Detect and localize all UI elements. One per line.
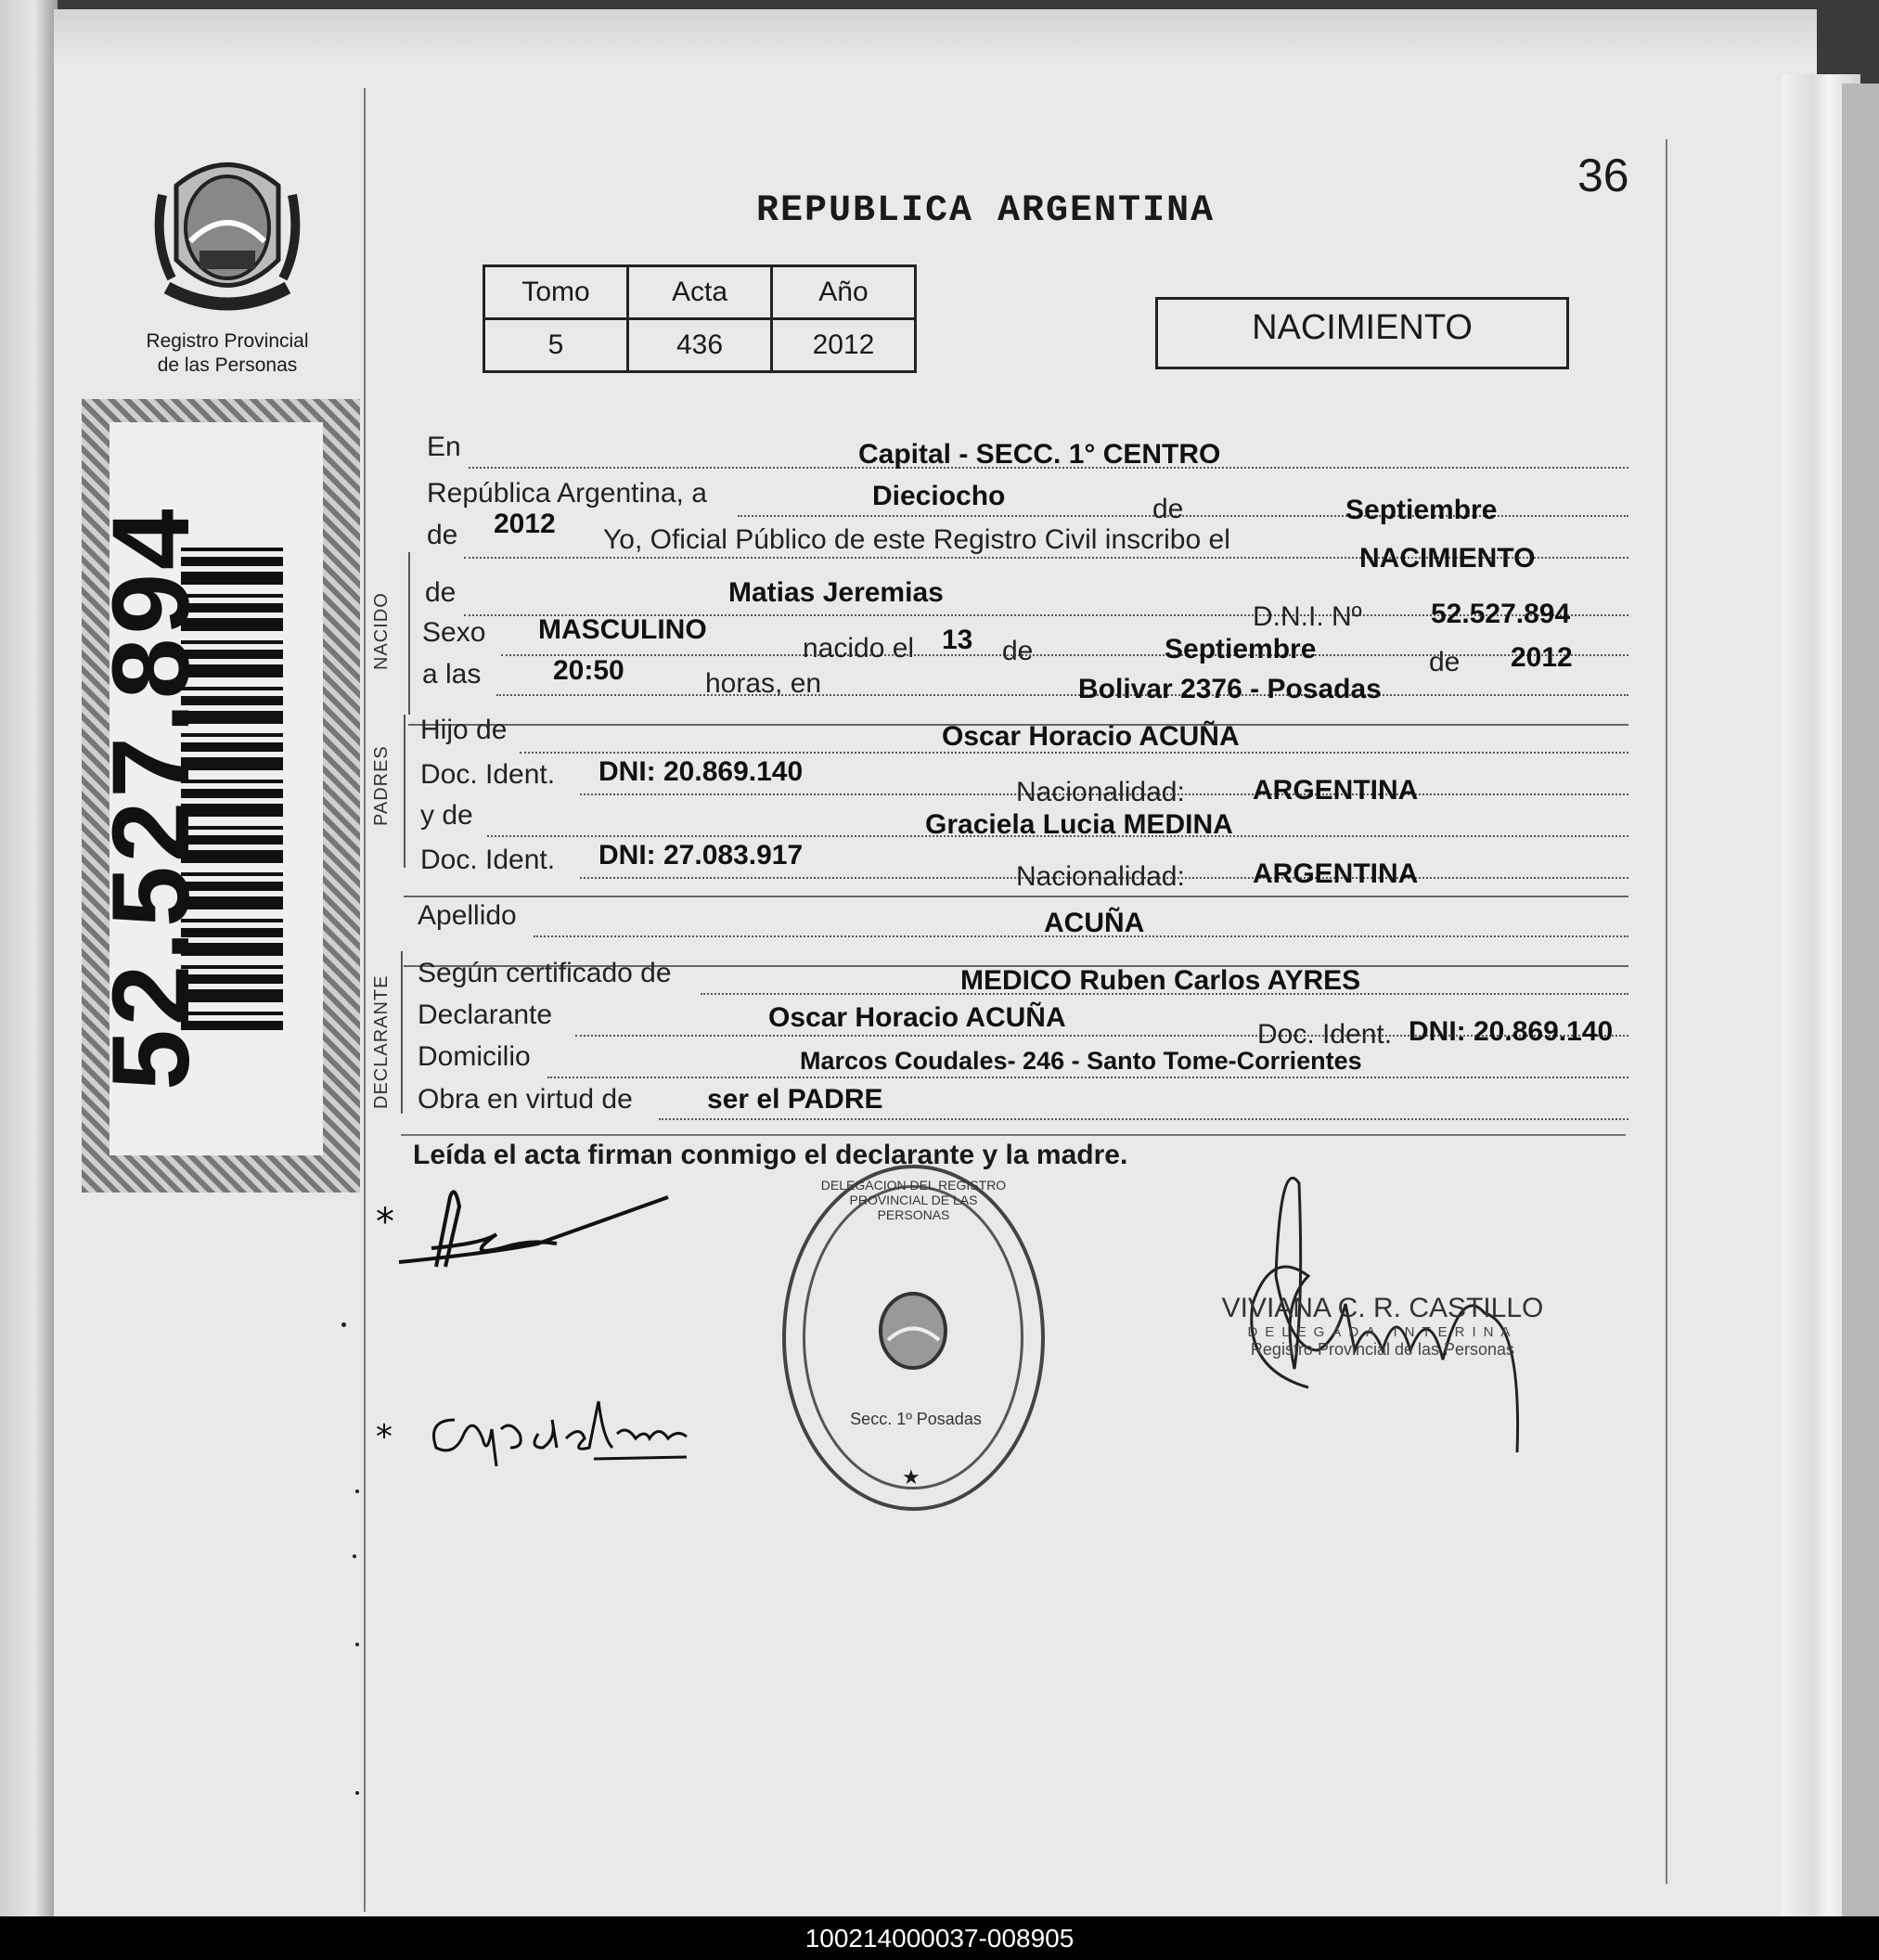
province-emblem-icon bbox=[874, 1289, 953, 1377]
dotline-domicilio bbox=[547, 1077, 1628, 1078]
value-declarante: Oscar Horacio ACUÑA bbox=[768, 1002, 1066, 1033]
value-nombre: Matias Jeremias bbox=[728, 577, 944, 608]
table-header-anio: Año bbox=[772, 266, 916, 319]
margin-dot bbox=[355, 1791, 359, 1795]
page-top-shadow bbox=[54, 9, 1817, 65]
label-doc-ident-declarante: Doc. Ident. bbox=[1257, 1019, 1393, 1050]
table-value-acta: 436 bbox=[628, 319, 772, 372]
value-anio-inscripcion: 2012 bbox=[494, 509, 556, 539]
official-stamp-text bbox=[1216, 1293, 1550, 1360]
label-de-anio: de bbox=[427, 520, 458, 550]
mother-signature bbox=[371, 1383, 724, 1480]
value-domicilio: Marcos Coudales- 246 - Santo Tome-Corrientes bbox=[800, 1047, 1362, 1075]
handwritten-signature-icon bbox=[371, 1383, 724, 1476]
stamp-emblem bbox=[874, 1289, 953, 1377]
official-org: Registro Provincial de las Personas bbox=[1250, 1340, 1515, 1359]
svg-text:*: * bbox=[376, 1418, 393, 1456]
book-left-page-edge bbox=[0, 0, 58, 1916]
table-value-anio: 2012 bbox=[772, 319, 916, 372]
official-name: VIVIANA C. R. CASTILLO bbox=[1221, 1293, 1544, 1323]
value-padre-nacionalidad: ARGENTINA bbox=[1253, 775, 1419, 806]
svg-text:*: * bbox=[376, 1201, 394, 1244]
margin-dot bbox=[341, 1322, 346, 1327]
closing-statement: Leída el acta firman conmigo el declarante y la madre. bbox=[413, 1140, 1128, 1170]
section-bracket-nacido bbox=[408, 552, 410, 715]
registry-logo bbox=[148, 148, 306, 325]
label-y-de: y de bbox=[420, 800, 473, 831]
label-republica-a: República Argentina, a bbox=[427, 478, 707, 509]
value-certificado: MEDICO Ruben Carlos AYRES bbox=[960, 965, 1361, 996]
label-nacido-el: nacido el bbox=[803, 633, 915, 664]
value-hora: 20:50 bbox=[553, 655, 624, 686]
label-de-anio-nac: de bbox=[1429, 647, 1461, 677]
registry-name-line2: de las Personas bbox=[157, 355, 298, 376]
label-obra-en-virtud: Obra en virtud de bbox=[418, 1084, 633, 1115]
delegation-stamp bbox=[782, 1165, 1045, 1511]
value-padre: Oscar Horacio ACUÑA bbox=[942, 721, 1240, 752]
label-en: En bbox=[427, 432, 461, 462]
stamp-ring-text: DELEGACION DEL REGISTRO PROVINCIAL DE LAS PERSONAS bbox=[820, 1178, 1007, 1222]
value-dia-letras: Dieciocho bbox=[872, 481, 1006, 511]
value-obra-en-virtud: ser el PADRE bbox=[707, 1084, 883, 1115]
value-dia-nacimiento: 13 bbox=[942, 625, 973, 655]
side-label-nacido: NACIDO bbox=[371, 592, 392, 670]
scan-footer-code: 100214000037-008905 bbox=[0, 1916, 1879, 1960]
label-a-las: a las bbox=[422, 659, 482, 690]
margin-dot bbox=[355, 1489, 359, 1493]
right-margin-line bbox=[1666, 139, 1667, 1884]
official-title: DELEGADA INTERINA bbox=[1247, 1324, 1518, 1340]
value-lugar: Capital - SECC. 1° CENTRO bbox=[858, 439, 1221, 470]
stamp-star-icon: ★ bbox=[902, 1465, 920, 1489]
signature-scribble-icon bbox=[371, 1179, 677, 1281]
registry-name-line1: Registro Provincial bbox=[146, 330, 309, 352]
value-sexo: MASCULINO bbox=[538, 614, 707, 645]
value-mes-inscripcion: Septiembre bbox=[1345, 495, 1498, 525]
rule-padres bbox=[404, 896, 1628, 897]
value-anio-nacimiento: 2012 bbox=[1511, 642, 1573, 673]
value-declarante-doc: DNI: 20.869.140 bbox=[1409, 1016, 1614, 1047]
record-type-box: NACIMIENTO bbox=[1155, 297, 1569, 369]
value-madre-doc: DNI: 27.083.917 bbox=[598, 840, 804, 870]
book-cover-edge bbox=[1842, 84, 1879, 1916]
value-dni: 52.527.894 bbox=[1431, 599, 1571, 629]
value-tipo: NACIMIENTO bbox=[1359, 543, 1536, 574]
value-padre-doc: DNI: 20.869.140 bbox=[598, 756, 804, 787]
label-hijo-de: Hijo de bbox=[420, 715, 508, 745]
label-yo-oficial: Yo, Oficial Público de este Registro Civil inscribo el bbox=[603, 524, 1230, 555]
side-label-declarante: DECLARANTE bbox=[371, 974, 392, 1109]
label-dni: D.N.I. Nº bbox=[1253, 601, 1362, 632]
side-label-padres: PADRES bbox=[371, 745, 392, 826]
record-table bbox=[483, 264, 917, 373]
label-sexo: Sexo bbox=[422, 617, 486, 648]
label-nacionalidad-padre: Nacionalidad: bbox=[1016, 777, 1185, 807]
value-madre-nacionalidad: ARGENTINA bbox=[1253, 858, 1419, 889]
label-de-nombre: de bbox=[425, 577, 457, 608]
label-horas-en: horas, en bbox=[705, 668, 822, 699]
margin-dot bbox=[355, 1643, 359, 1646]
dotline-hora bbox=[496, 694, 1628, 696]
page-number: 36 bbox=[1577, 149, 1629, 201]
section-bracket-padres bbox=[404, 715, 405, 868]
declarant-signature bbox=[371, 1179, 677, 1285]
label-nacionalidad-madre: Nacionalidad: bbox=[1016, 861, 1185, 892]
table-value-tomo: 5 bbox=[484, 319, 628, 372]
margin-dot bbox=[353, 1554, 356, 1558]
value-madre: Graciela Lucia MEDINA bbox=[925, 809, 1233, 840]
label-doc-ident-padre: Doc. Ident. bbox=[420, 759, 556, 790]
label-de-mes: de bbox=[1152, 494, 1184, 524]
label-declarante: Declarante bbox=[418, 999, 553, 1030]
label-apellido: Apellido bbox=[418, 900, 517, 931]
country-heading: REPUBLICA ARGENTINA bbox=[756, 190, 1216, 232]
value-lugar-nacimiento: Bolivar 2376 - Posadas bbox=[1078, 674, 1382, 704]
stamp-inner-text: Secc. 1º Posadas bbox=[850, 1410, 982, 1428]
section-bracket-declarante bbox=[401, 951, 403, 1114]
registry-name bbox=[121, 329, 334, 378]
table-header-tomo: Tomo bbox=[484, 266, 628, 319]
misiones-seal-icon bbox=[148, 148, 306, 325]
value-apellido: ACUÑA bbox=[1044, 908, 1145, 938]
label-domicilio: Domicilio bbox=[418, 1041, 531, 1072]
barcode-number: 52.527.894 bbox=[90, 505, 212, 1090]
label-de-mes-nac: de bbox=[1002, 636, 1034, 666]
value-mes-nacimiento: Septiembre bbox=[1165, 634, 1317, 664]
dotline-obra bbox=[659, 1118, 1628, 1120]
table-header-acta: Acta bbox=[628, 266, 772, 319]
label-segun-certificado: Según certificado de bbox=[418, 958, 672, 988]
label-doc-ident-madre: Doc. Ident. bbox=[420, 845, 556, 875]
left-margin-line bbox=[364, 88, 366, 1912]
rule-declarante bbox=[401, 1134, 1626, 1136]
